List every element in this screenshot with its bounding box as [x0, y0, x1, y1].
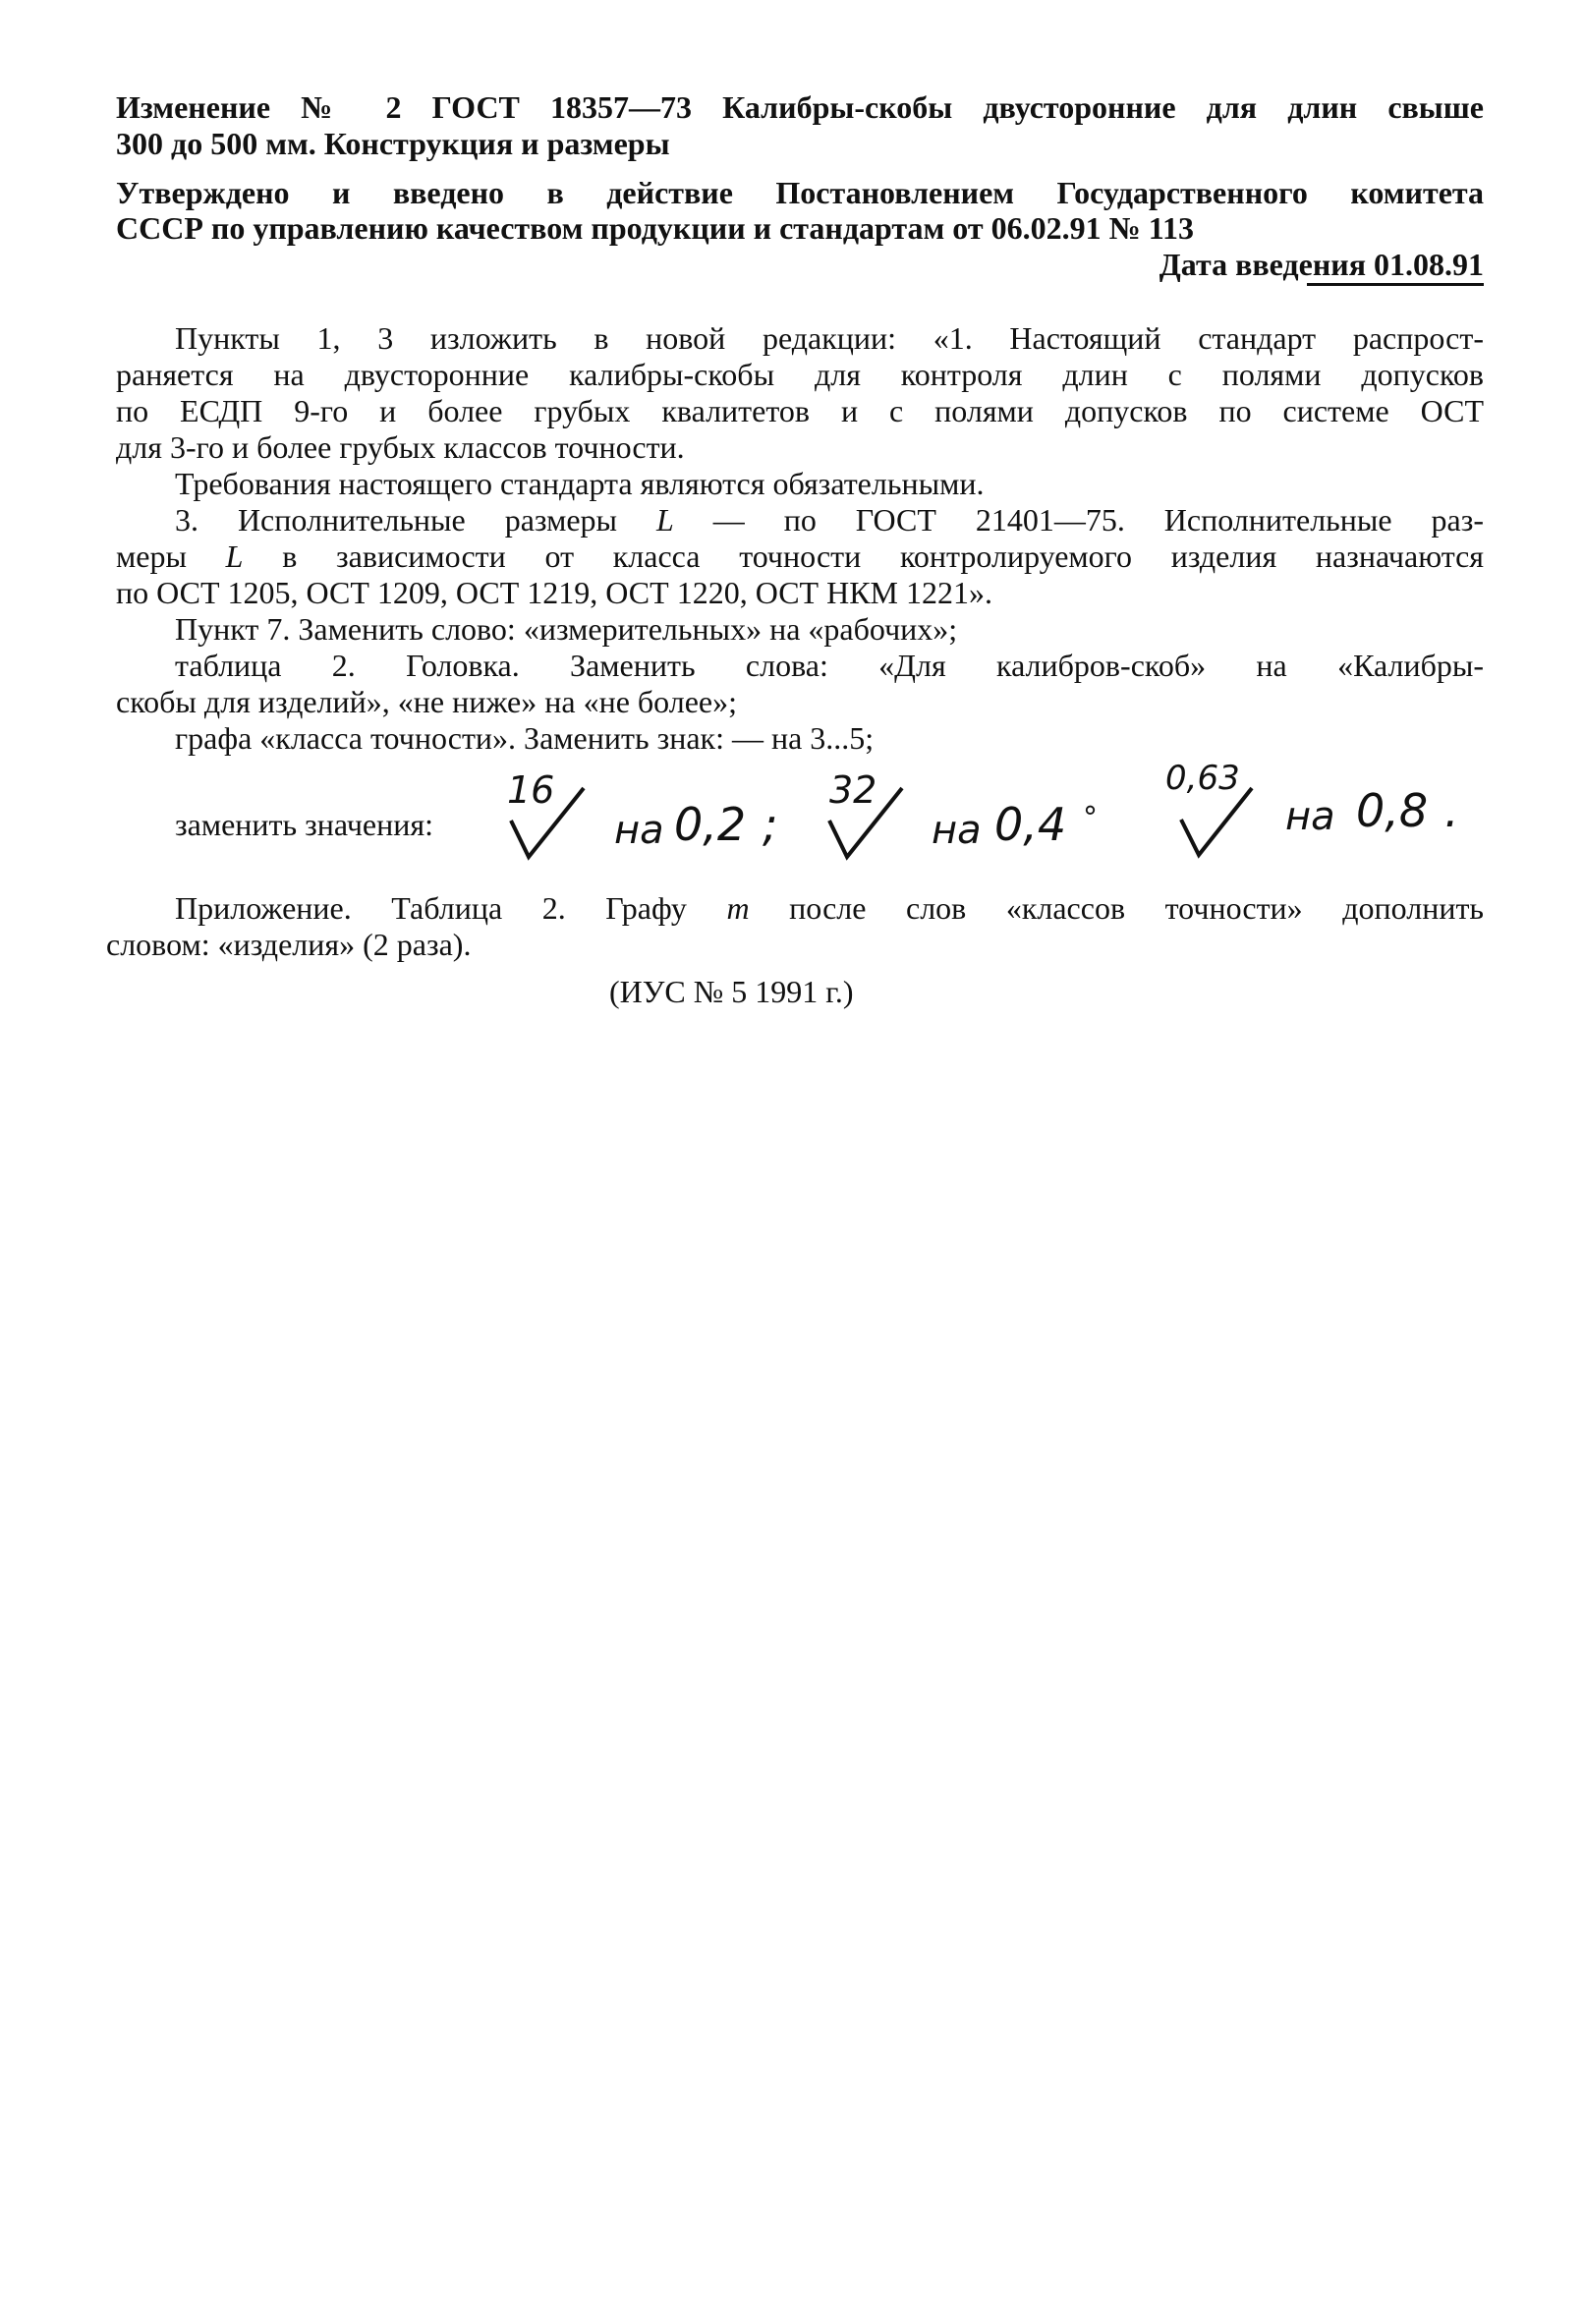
appendix-end: после слов «классов точности» дополнить	[789, 890, 1485, 926]
replace-label: заменить значения:	[175, 807, 433, 842]
p1-line-1: Пункты 1, 3 изложить в новой редакции: «1. Настоящий стандарт распрост-	[175, 320, 1484, 356]
var-L: L	[225, 538, 244, 574]
effective-date-value: 01.08.91	[1374, 247, 1484, 282]
p1-line-2: раняется на двусторонние калибры-скобы для контроля длин с полями допусков	[116, 357, 1484, 392]
roughness-value-from: 0,63	[1165, 759, 1240, 798]
p3-line-2	[116, 538, 1484, 575]
p4-line-1: Пункт 7. Заменить слово: «измерительных» на «рабочих»;	[175, 611, 958, 647]
replace-word: на	[932, 808, 982, 853]
replace-value-to: 0,2	[674, 798, 747, 851]
var-L: L	[656, 502, 674, 538]
var-m: m	[726, 890, 750, 926]
title-line-1: Изменение № 2 ГОСТ 18357—73 Калибры-скобы двусторонние для длин свыше	[116, 89, 1484, 125]
replace-separator: ;	[763, 798, 778, 851]
replace-separator: °	[1083, 801, 1098, 835]
p2-line-1: Требования настоящего стандарта являются обязательными.	[175, 466, 985, 501]
replace-value-to: 0,4	[994, 798, 1067, 851]
roughness-symbol-3	[1165, 759, 1264, 861]
p3-line-3: по ОСТ 1205, ОСТ 1209, ОСТ 1219, ОСТ 1220, ОСТ НКМ 1221».	[116, 575, 992, 610]
roughness-value-from: 32	[829, 768, 877, 812]
effective-date	[1130, 246, 1484, 283]
roughness-value-from: 16	[507, 768, 555, 812]
appendix-line-2: словом: «изделия» (2 раза).	[106, 927, 472, 962]
replace-word: на	[1285, 794, 1335, 839]
replace-word: на	[614, 808, 664, 853]
p3-line-1-end: — по ГОСТ 21401—75. Исполнительные раз-	[712, 502, 1485, 538]
replace-value-to: 0,8	[1356, 784, 1429, 837]
p5-line-1: таблица 2. Головка. Заменить слова: «Для калибров-скоб» на «Калибры-	[175, 648, 1484, 683]
effective-date-label: Дата введения	[1159, 247, 1366, 282]
appendix-start: Приложение. Таблица 2. Графу	[175, 890, 687, 926]
p3-line-1	[175, 501, 1484, 538]
p5-line-2: скобы для изделий», «не ниже» на «не более»;	[116, 684, 738, 719]
title-line-2: 300 до 500 мм. Конструкция и размеры	[116, 126, 670, 161]
approval-line-1: Утверждено и введено в действие Постановлением Государственного комитета	[116, 175, 1484, 210]
p3-line-1-start: 3. Исполнительные размеры	[175, 502, 618, 538]
replace-separator: .	[1444, 784, 1459, 837]
p1-line-4: для 3-го и более грубых классов точности.	[116, 429, 685, 465]
p6-line-1: графа «класса точности». Заменить знак: — на 3...5;	[175, 720, 875, 756]
roughness-symbol-1	[503, 768, 592, 865]
roughness-symbol-2	[821, 768, 910, 865]
p3-line-2-end: в зависимости от класса точности контролируемого изделия назначаются	[282, 538, 1485, 574]
source-reference: (ИУС № 5 1991 г.)	[609, 974, 854, 1009]
p3-line-2-start: меры	[116, 538, 187, 574]
p1-line-3: по ЕСДП 9-го и более грубых квалитетов и с полями допусков по системе ОСТ	[116, 393, 1484, 428]
approval-line-2: СССР по управлению качеством продукции и стандартам от 06.02.91 № 113	[116, 210, 1194, 246]
date-underline	[1307, 283, 1484, 286]
appendix-line-1	[175, 889, 1484, 927]
